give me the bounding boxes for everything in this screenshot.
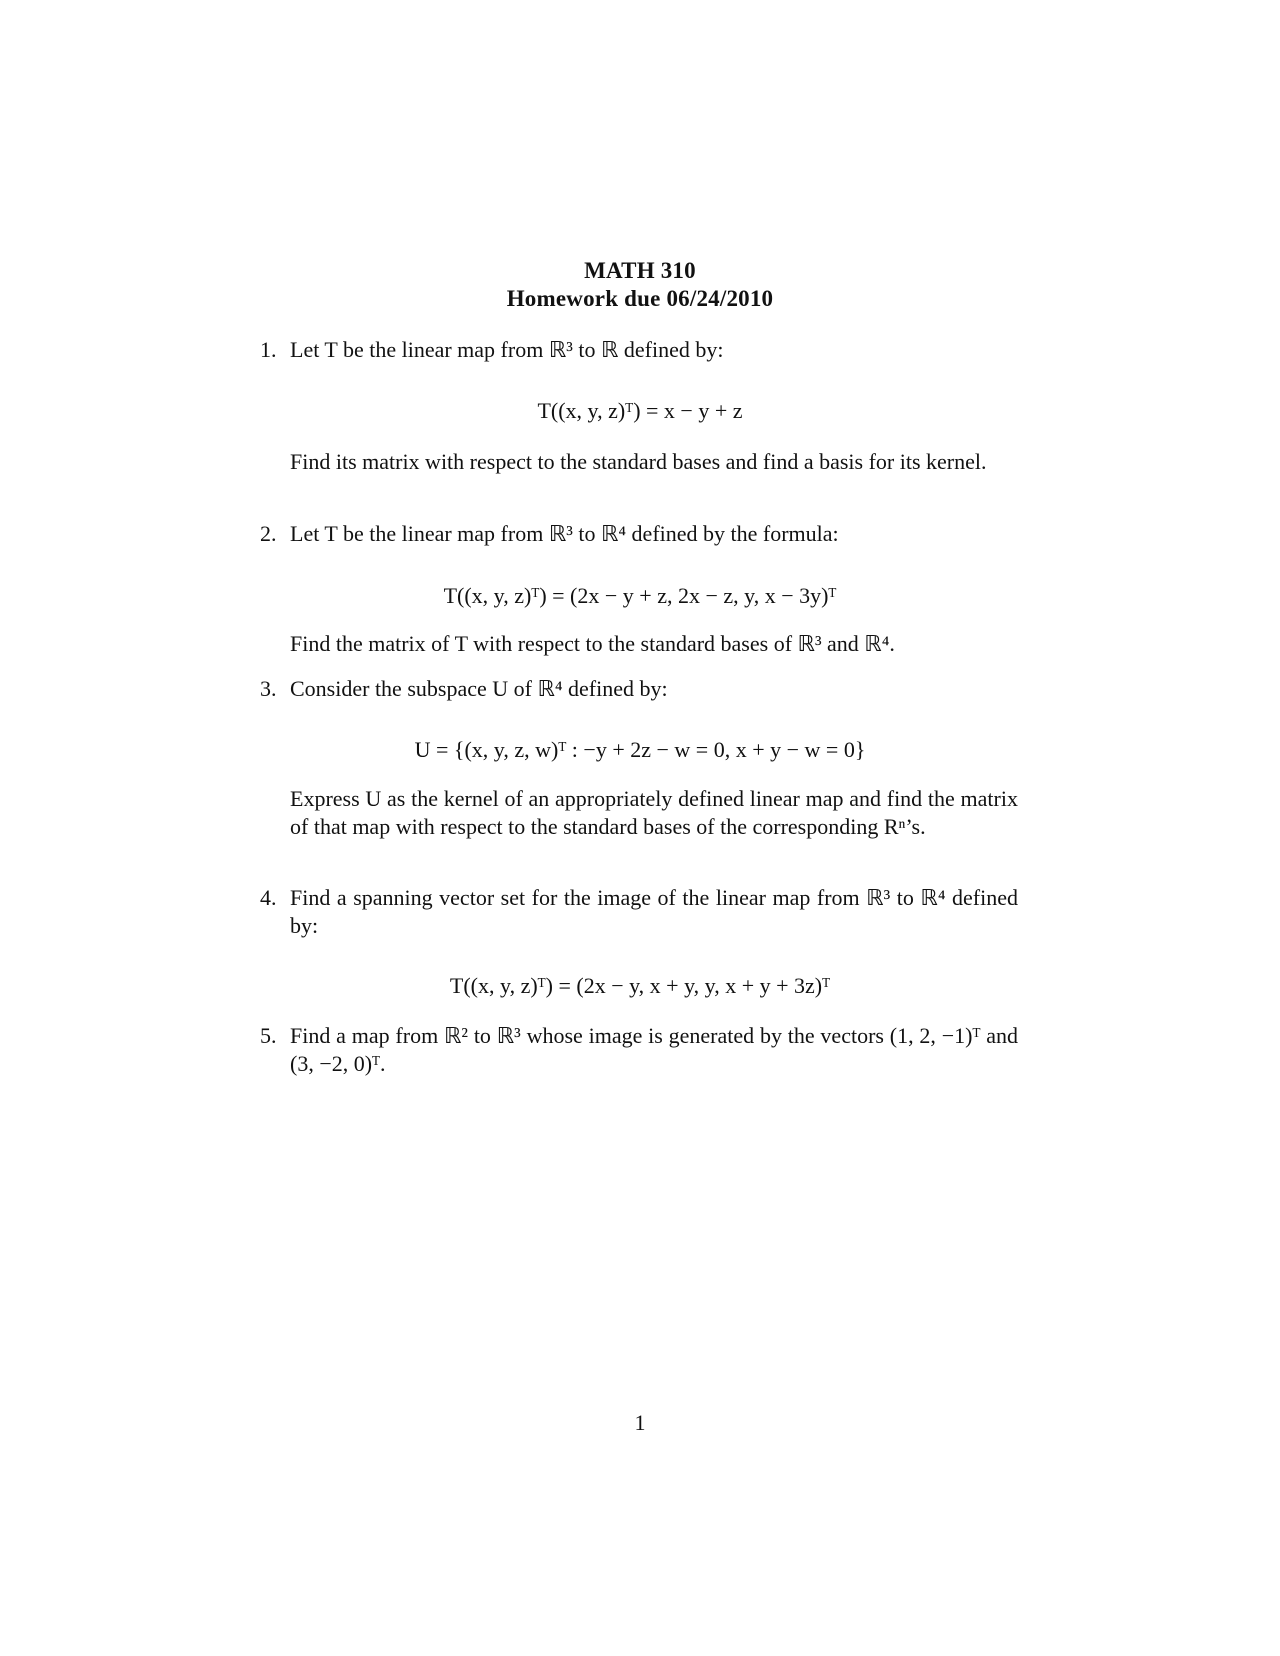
problem-number: 3. [260, 676, 277, 701]
course-title: MATH 310 [584, 258, 696, 283]
problem-number: 2. [260, 521, 277, 546]
problem-text: Let T be the linear map from ℝ³ to ℝ⁴ defined by the formula: [290, 521, 839, 546]
problem-3 [260, 675, 1018, 703]
problem-4-equation: T((x, y, z)ᵀ) = (2x − y, x + y, y, x + y + 3z)ᵀ [449, 973, 831, 998]
problem-1-followup-block [290, 448, 1018, 476]
problem-text: Find a spanning vector set for the image of the linear map from ℝ³ to ℝ⁴ defined by: [290, 885, 1018, 938]
problem-followup: Find its matrix with respect to the standard bases and find a basis for its kernel. [290, 449, 987, 474]
problem-2 [260, 520, 1018, 548]
problem-text: Consider the subspace U of ℝ⁴ defined by: [290, 676, 668, 701]
problem-4 [260, 884, 1018, 940]
homework-subtitle: Homework due 06/24/2010 [506, 286, 774, 311]
problem-followup: Find the matrix of T with respect to the standard bases of ℝ³ and ℝ⁴. [290, 631, 895, 656]
problem-5 [260, 1022, 1018, 1078]
problem-1-equation: T((x, y, z)ᵀ) = x − y + z [537, 398, 743, 423]
problem-text: Find a map from ℝ² to ℝ³ whose image is generated by the vectors (1, 2, −1)ᵀ and (3, −2, 0)ᵀ. [290, 1023, 1018, 1076]
problem-number: 1. [260, 337, 277, 362]
problem-1 [260, 336, 1018, 364]
problem-3-followup-block [290, 785, 1018, 841]
page-number: 1 [634, 1410, 646, 1435]
problem-2-followup-block [290, 630, 1018, 658]
problem-followup: Express U as the kernel of an appropriately defined linear map and find the matrix of that map with respect to the standard bases of the corresponding Rⁿ’s. [290, 786, 1018, 839]
problem-text: Let T be the linear map from ℝ³ to ℝ defined by: [290, 337, 724, 362]
problem-number: 5. [260, 1023, 277, 1048]
problem-3-equation: U = {(x, y, z, w)ᵀ : −y + 2z − w = 0, x + y − w = 0} [414, 737, 866, 762]
problem-2-equation: T((x, y, z)ᵀ) = (2x − y + z, 2x − z, y, x − 3y)ᵀ [443, 583, 837, 608]
problem-number: 4. [260, 885, 277, 910]
